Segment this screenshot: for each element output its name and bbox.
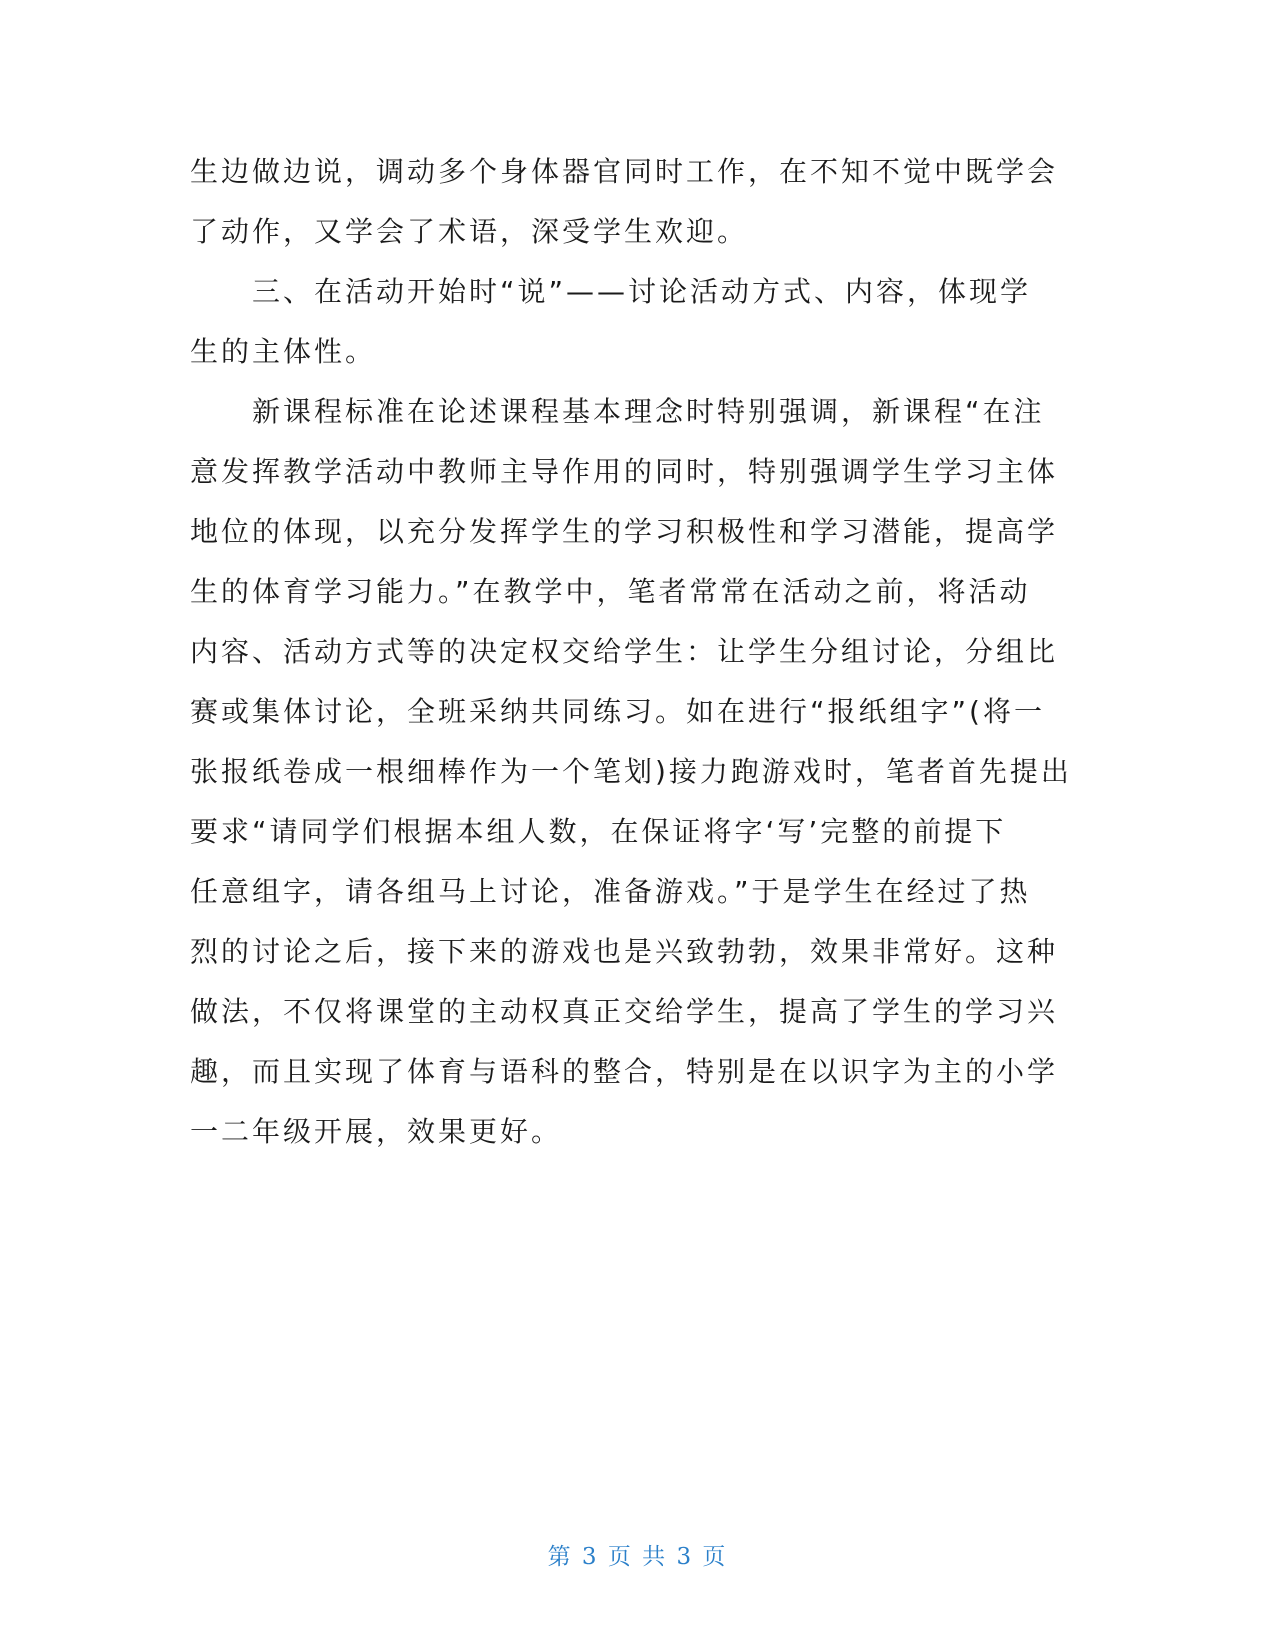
text-line: 任意组字，请各组马上讨论，准备游戏。”于是学生在经过了热 <box>190 875 1031 908</box>
text-line: 了动作，又学会了术语，深受学生欢迎。 <box>190 215 749 248</box>
text-line: 趣，而且实现了体育与语科的整合，特别是在以识字为主的小学 <box>190 1055 1059 1088</box>
text-line: 意发挥教学活动中教师主导作用的同时，特别强调学生学习主体 <box>190 455 1059 488</box>
text-line: 生边做边说，调动多个身体器官同时工作，在不知不觉中既学会 <box>190 155 1059 188</box>
text-line: 张报纸卷成一根细棒作为一个笔划)接力跑游戏时，笔者首先提出 <box>190 755 1072 788</box>
text-line: 烈的讨论之后，接下来的游戏也是兴致勃勃，效果非常好。这种 <box>190 935 1059 968</box>
section-heading-line: 三、在活动开始时“说”——讨论活动方式、内容，体现学 <box>190 275 1032 308</box>
text-line: 赛或集体讨论，全班采纳共同练习。如在进行“报纸组字”(将一 <box>190 695 1045 728</box>
text-line: 要求“请同学们根据本组人数，在保证将字‘写’完整的前提下 <box>190 815 1007 848</box>
document-body <box>190 142 1090 1162</box>
text-line: 一二年级开展，效果更好。 <box>190 1115 563 1148</box>
text-line: 做法，不仅将课堂的主动权真正交给学生，提高了学生的学习兴 <box>190 995 1059 1028</box>
page-number-footer: 第 3 页 共 3 页 <box>547 1544 728 1570</box>
text-line: 生的体育学习能力。”在教学中，笔者常常在活动之前，将活动 <box>190 575 1031 608</box>
text-line: 内容、活动方式等的决定权交给学生：让学生分组讨论，分组比 <box>190 635 1059 668</box>
text-line: 新课程标准在论述课程基本理念时特别强调，新课程“在注 <box>190 395 1045 428</box>
text-line: 地位的体现，以充分发挥学生的学习积极性和学习潜能，提高学 <box>190 515 1059 548</box>
section-heading-line: 生的主体性。 <box>190 335 377 368</box>
